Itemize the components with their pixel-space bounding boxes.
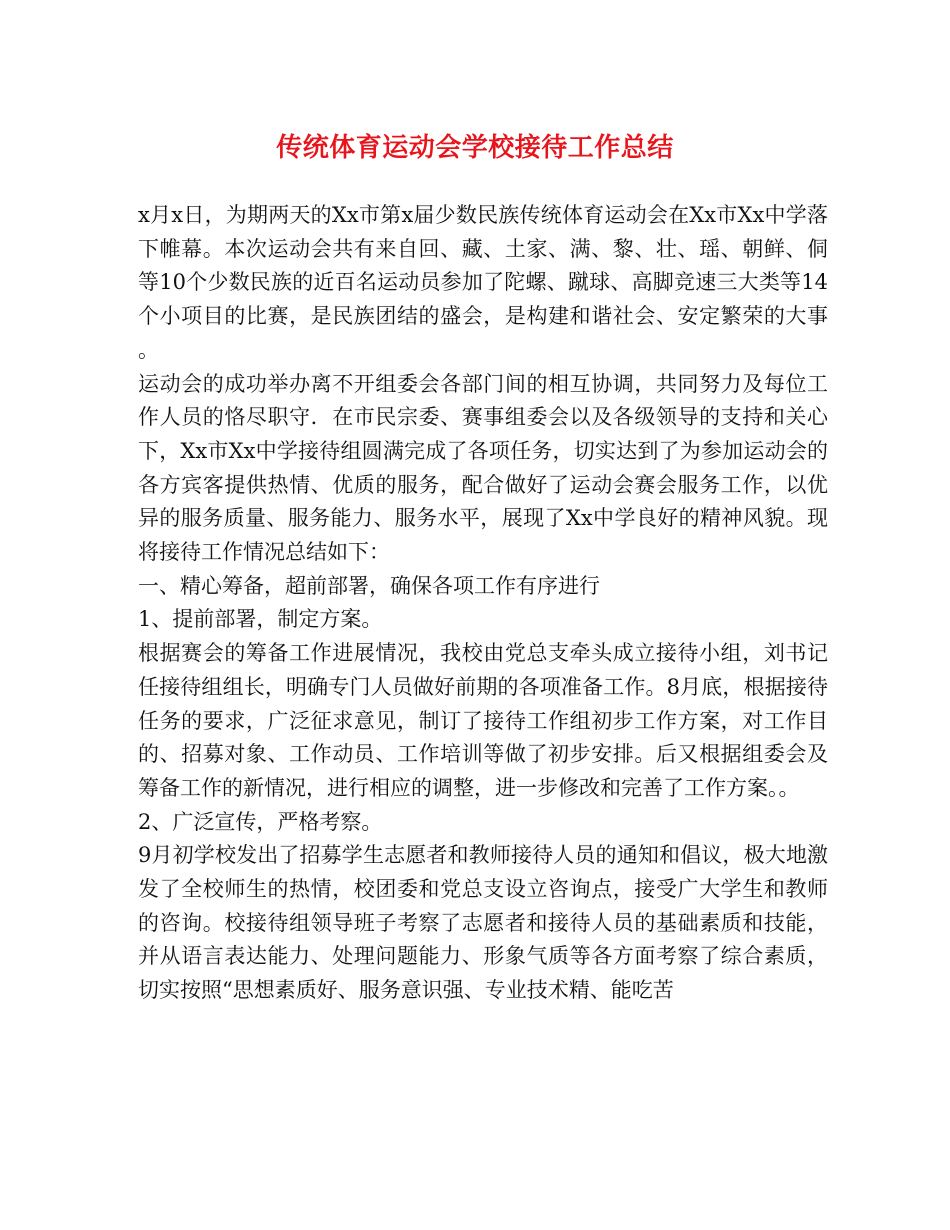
paragraph-intro: x月x日，为期两天的Xx市第x届少数民族传统体育运动会在Xx市Xx中学落下帷幕。本次运动会共有来自回、藏、土家、满、黎、壮、瑶、朝鲜、侗等10个少数民族的近百名运动员参加了陀螺、蹴球、高脚竞速三大类等14个小项目的比赛，是民族团结的盛会，是构建和谐社会、安定繁荣的大事。	[138, 203, 828, 362]
document-body	[138, 199, 828, 1008]
paragraph-recruitment: 9月初学校发出了招募学生志愿者和教师接待人员的通知和倡议，极大地激发了全校师生的热情，校团委和党总支设立咨询点，接受广大学生和教师的咨询。校接待组领导班子考察了志愿者和接待人员的基础素质和技能，并从语言表达能力、处理问题能力、形象气质等各方面考察了综合素质，切实按照“思想素质好、服务意识强、专业技术精、能吃苦	[138, 843, 828, 1003]
paragraph-overview: 运动会的成功举办离不开组委会各部门间的相互协调，共同努力及每位工作人员的恪尽职守．在市民宗委、赛事组委会以及各级领导的支持和关心下，Xx市Xx中学接待组圆满完成了各项任务，切实达到了为参加运动会的各方宾客提供热情、优质的服务，配合做好了运动会赛会服务工作，以优异的服务质量、服务能力、服务水平，展现了Xx中学良好的精神风貌。现将接待工作情况总结如下：	[138, 371, 828, 565]
section-heading-1: 一、精心筹备，超前部署，确保各项工作有序进行	[138, 573, 600, 598]
document-title: 传统体育运动会学校接待工作总结	[276, 133, 674, 163]
subsection-heading-2: 2、广泛宣传，严格考察。	[138, 809, 383, 834]
subsection-heading-1: 1、提前部署，制定方案。	[138, 607, 383, 632]
paragraph-planning: 根据赛会的筹备工作进展情况，我校由党总支牵头成立接待小组，刘书记任接待组组长，明确专门人员做好前期的各项准备工作。8月底，根据接待任务的要求，广泛征求意见，制订了接待工作组初步工作方案，对工作目的、招募对象、工作动员、工作培训等做了初步安排。后又根据组委会及筹备工作的新情况，进行相应的调整，进一步修改和完善了工作方案。。	[138, 641, 828, 800]
